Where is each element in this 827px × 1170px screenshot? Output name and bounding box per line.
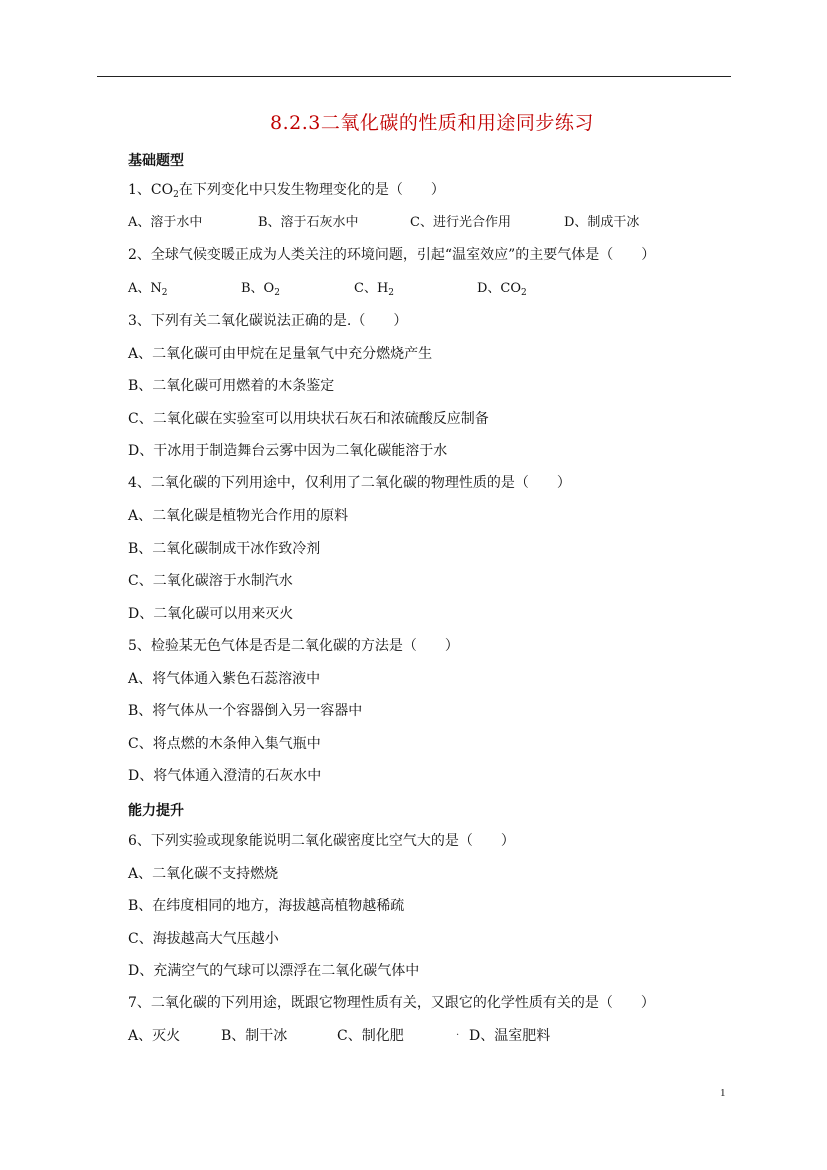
question-2-options (128, 280, 728, 298)
question-7-options (128, 1027, 728, 1045)
question-5-option-b: B、将气体从一个容器倒入另一容器中 (128, 703, 363, 719)
question-2-option-c-sub: 2 (388, 288, 395, 298)
question-4-option-d: D、二氧化碳可以用来灭火 (128, 606, 294, 622)
question-3-option-c: C、二氧化碳在实验室可以用块状石灰石和浓硫酸反应制备 (128, 411, 489, 427)
question-2-option-d (477, 280, 527, 298)
question-2-option-d-label: D、CO (477, 281, 522, 296)
question-3-option-d: D、干冰用于制造舞台云雾中因为二氧化碳能溶于水 (128, 443, 448, 459)
question-6-option-c: C、海拔越高大气压越小 (128, 931, 279, 947)
page-number: 1 (720, 1087, 726, 1099)
question-3: 3、下列有关二氧化碳说法正确的是.（ ） (128, 313, 408, 329)
question-7-option-b: B、制干冰 (221, 1028, 288, 1044)
question-4-option-a: A、二氧化碳是植物光合作用的原料 (128, 508, 349, 524)
question-2-option-d-sub: 2 (521, 288, 527, 298)
question-1 (128, 181, 445, 199)
question-5: 5、检验某无色气体是否是二氧化碳的方法是（ ） (128, 638, 459, 654)
question-1-subscript: 2 (173, 190, 179, 200)
question-4-option-b: B、二氧化碳制成干冰作致冷剂 (128, 541, 321, 557)
question-2-option-a-label: A、N (128, 281, 162, 296)
question-1-options (128, 214, 728, 232)
question-7-option-d: D、温室肥料 (469, 1028, 551, 1044)
stray-dot-mark: · (456, 1030, 460, 1041)
question-6-option-b: B、在纬度相同的地方，海拔越高植物越稀疏 (128, 898, 405, 914)
question-2-option-a (128, 280, 168, 298)
question-6: 6、下列实验或现象能说明二氧化碳密度比空气大的是（ ） (128, 833, 515, 849)
header-rule (97, 76, 731, 77)
question-1-option-b: B、溶于石灰水中 (258, 215, 359, 230)
question-3-option-a: A、二氧化碳可由甲烷在足量氧气中充分燃烧产生 (128, 346, 433, 362)
question-7-option-c: C、制化肥 (337, 1028, 404, 1044)
page-title: 8.2.3二氧化碳的性质和用途同步练习 (270, 112, 594, 134)
question-2-option-b (241, 280, 280, 298)
question-2: 2、全球气候变暖正成为人类关注的环境问题，引起“温室效应”的主要气体是（ ） (128, 247, 656, 263)
question-7-option-a: A、灭火 (128, 1028, 181, 1044)
question-6-option-a: A、二氧化碳不支持燃烧 (128, 866, 279, 882)
question-5-option-d: D、将气体通入澄清的石灰水中 (128, 768, 322, 784)
question-4: 4、二氧化碳的下列用途中，仅利用了二氧化碳的物理性质的是（ ） (128, 475, 571, 491)
question-5-option-a: A、将气体通入紫色石蕊溶液中 (128, 671, 321, 687)
question-6-option-d: D、充满空气的气球可以漂浮在二氧化碳气体中 (128, 963, 420, 979)
question-1-option-a: A、溶于水中 (128, 215, 203, 230)
question-1-option-d: D、制成干冰 (564, 215, 640, 230)
question-5-option-c: C、将点燃的木条伸入集气瓶中 (128, 736, 321, 752)
question-4-option-c: C、二氧化碳溶于水制汽水 (128, 573, 293, 589)
question-2-option-c-label: C、H (354, 281, 389, 296)
question-1-pre: 1、CO (128, 182, 174, 198)
question-1-post: 在下列变化中只发生物理变化的是（ ） (178, 182, 445, 198)
question-2-option-b-sub: 2 (274, 288, 280, 298)
question-2-option-c (354, 280, 394, 298)
question-2-option-a-sub: 2 (161, 288, 168, 298)
question-1-option-c: C、进行光合作用 (410, 215, 511, 230)
question-2-option-b-label: B、O (241, 281, 275, 296)
question-7: 7、二氧化碳的下列用途，既跟它物理性质有关，又跟它的化学性质有关的是（ ） (128, 995, 655, 1011)
question-3-option-b: B、二氧化碳可用燃着的木条鉴定 (128, 378, 335, 394)
section-basic-heading: 基础题型 (128, 153, 184, 169)
section-advanced-heading: 能力提升 (128, 803, 184, 819)
